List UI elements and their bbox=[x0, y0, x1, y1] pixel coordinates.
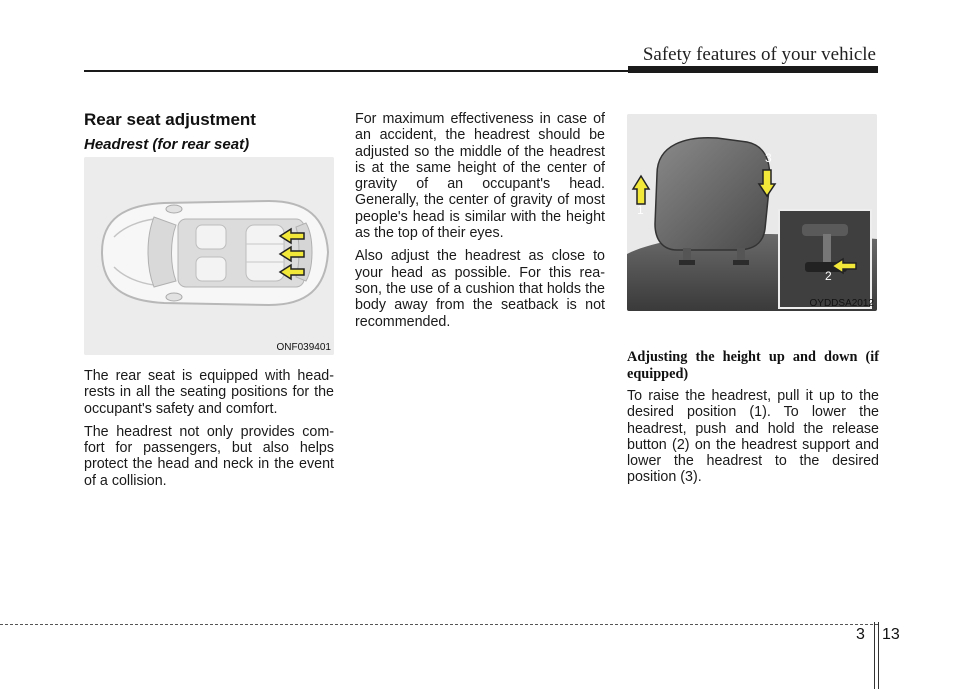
figure-code: OYDDSA2012 bbox=[809, 298, 874, 309]
paragraph: For maximum effectiveness in case of an accident, the headrest should be adjusted so the middle of the headrest is at the same height of the center of gravity of an occupant's head. Generally, the center of gravity of most people's head is similar with the height as the top of their eyes. bbox=[355, 111, 605, 242]
headrest-figure bbox=[627, 114, 877, 311]
arrow-icon bbox=[280, 229, 304, 279]
column2-text bbox=[355, 111, 605, 337]
procedure-heading: Adjusting the height up and down (if equipped) bbox=[627, 349, 879, 382]
headrest-illustration bbox=[627, 114, 877, 311]
paragraph: To raise the headrest, pull it up to the desired position (1). To lower the headrest, push and hold the release button (2) on the headrest support and lower the headrest to the desired position (3). bbox=[627, 388, 879, 486]
page-number: 13 bbox=[882, 626, 900, 643]
header-rule-accent bbox=[628, 66, 878, 73]
footer-rule bbox=[0, 624, 878, 625]
sub-title: Headrest (for rear seat) bbox=[84, 136, 250, 153]
footer-divider bbox=[874, 622, 875, 689]
car-topview-illustration bbox=[84, 157, 334, 355]
paragraph: The rear seat is equipped with head-rests in all the seating positions for the occupant's safety and comfort. bbox=[84, 368, 334, 417]
chapter-number: 3 bbox=[856, 626, 865, 643]
label-2: 2 bbox=[825, 269, 832, 283]
running-header: Safety features of your vehicle bbox=[642, 44, 876, 65]
label-1: 1 bbox=[637, 203, 644, 217]
label-3: 3 bbox=[765, 151, 772, 165]
paragraph: The headrest not only provides com-fort for passengers, but also helps protect the head and neck in the event of a collision. bbox=[84, 423, 334, 489]
column3-text bbox=[627, 349, 879, 493]
paragraph: Also adjust the headrest as close to your head as possible. For this rea-son, the use of a cushion that holds the body away from the seatback is not recommended. bbox=[355, 248, 605, 330]
column1-text bbox=[84, 368, 334, 496]
footer-divider bbox=[878, 622, 879, 689]
section-title: Rear seat adjustment bbox=[84, 110, 256, 129]
car-topview-figure bbox=[84, 157, 334, 355]
figure-code: ONF039401 bbox=[276, 342, 331, 353]
